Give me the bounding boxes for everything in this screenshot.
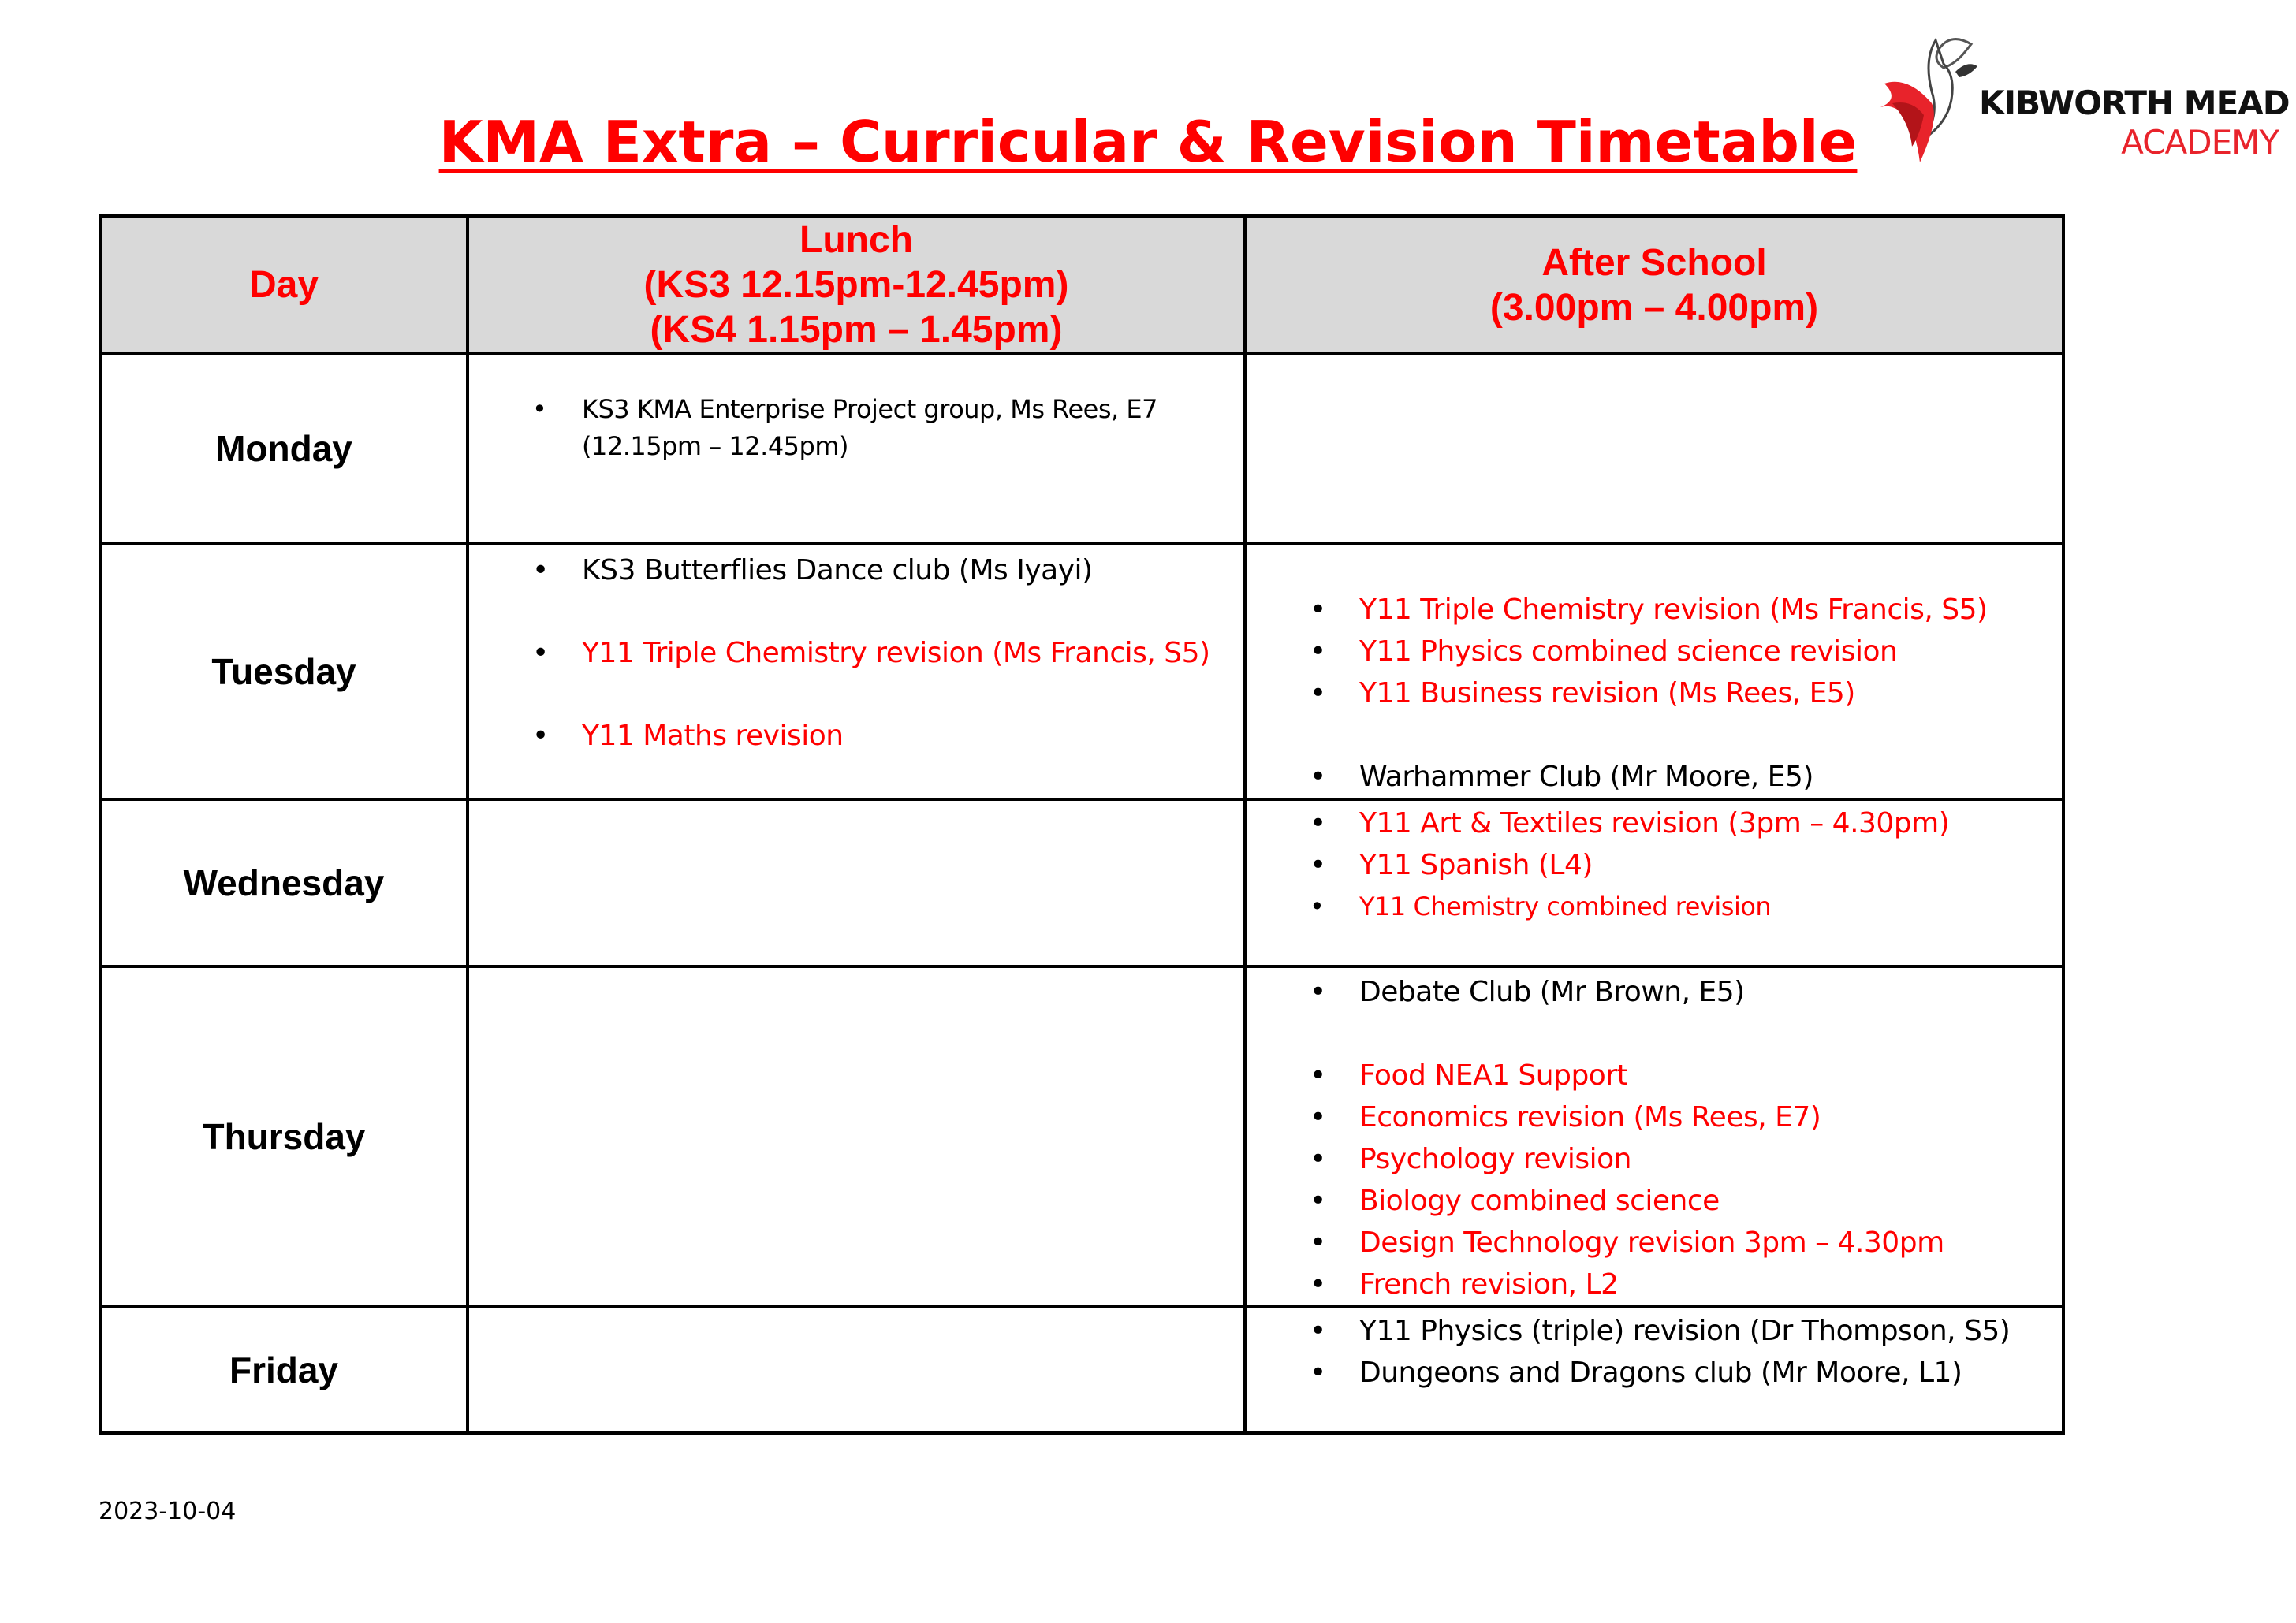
- list-item: • Y11 Art & Textiles revision (3pm – 4.30pm): [1247, 802, 2062, 844]
- lunch-cell: [468, 966, 1245, 1307]
- header-after-line: After School: [1541, 241, 1767, 284]
- day-cell: Wednesday: [100, 799, 468, 966]
- table-header-row: [100, 216, 2063, 354]
- day-cell: Monday: [100, 354, 468, 543]
- list-item: • Y11 Triple Chemistry revision (Ms Francis, S5): [469, 632, 1243, 674]
- list-item: • Dungeons and Dragons club (Mr Moore, L1): [1247, 1352, 2062, 1394]
- list-item: • Y11 Triple Chemistry revision (Ms Francis, S5): [1247, 589, 2062, 631]
- list-item: • KS3 KMA Enterprise Project group, Ms Rees, E7 (12.15pm – 12.45pm): [469, 391, 1212, 465]
- timetable: [99, 214, 2065, 1435]
- day-cell: Thursday: [100, 966, 468, 1307]
- table-row: [100, 354, 2063, 543]
- list-item: • Psychology revision: [1247, 1138, 2062, 1180]
- academy-logo: [1877, 28, 2290, 170]
- after-school-cell: [1245, 966, 2063, 1307]
- after-school-cell: [1245, 1307, 2063, 1433]
- list-item: • Y11 Physics combined science revision: [1247, 631, 2062, 672]
- table-row: [100, 1307, 2063, 1433]
- list-item: • Biology combined science: [1247, 1180, 2062, 1222]
- header-after-line: (3.00pm – 4.00pm): [1489, 286, 1819, 329]
- header-lunch-line: (KS4 1.15pm – 1.45pm): [650, 309, 1063, 351]
- table-row: [100, 799, 2063, 966]
- document-date: 2023-10-04: [99, 1498, 237, 1525]
- list-item: • Y11 Maths revision: [469, 715, 1243, 757]
- list-item: • Y11 Spanish (L4): [1247, 844, 2062, 886]
- logo-text-line2: ACADEMY: [2121, 123, 2279, 162]
- list-item: • Food NEA1 Support: [1247, 1055, 2062, 1096]
- table-row: [100, 543, 2063, 799]
- griffin-emblem-icon: [1877, 28, 1987, 170]
- list-item: • Warhammer Club (Mr Moore, E5): [1247, 756, 2062, 798]
- day-cell: Tuesday: [100, 543, 468, 799]
- lunch-cell: [468, 543, 1245, 799]
- list-item: • KS3 Butterflies Dance club (Ms Iyayi): [469, 549, 1243, 591]
- list-item: • French revision, L2: [1247, 1264, 2062, 1305]
- lunch-cell: [468, 354, 1245, 543]
- header-lunch-line: (KS3 12.15pm-12.45pm): [643, 264, 1069, 306]
- list-item: • Y11 Business revision (Ms Rees, E5): [1247, 672, 2062, 714]
- lunch-cell: [468, 799, 1245, 966]
- after-school-cell: [1245, 354, 2063, 543]
- lunch-cell: [468, 1307, 1245, 1433]
- page-title: KMA Extra – Curricular & Revision Timetable: [438, 109, 1858, 175]
- after-school-cell: [1245, 543, 2063, 799]
- list-item: • Debate Club (Mr Brown, E5): [1247, 971, 2062, 1013]
- list-item: • Y11 Chemistry combined revision: [1247, 886, 2062, 928]
- list-item: • Y11 Physics (triple) revision (Dr Thompson, S5): [1247, 1310, 2062, 1352]
- list-item: • Design Technology revision 3pm – 4.30pm: [1247, 1222, 2062, 1264]
- header-day: Day: [100, 216, 468, 354]
- logo-text-line1: KIBWORTH MEAD: [1979, 84, 2290, 122]
- after-school-cell: [1245, 799, 2063, 966]
- header-lunch: [468, 216, 1245, 354]
- day-cell: Friday: [100, 1307, 468, 1433]
- table-row: [100, 966, 2063, 1307]
- list-item: • Economics revision (Ms Rees, E7): [1247, 1096, 2062, 1138]
- header-lunch-line: Lunch: [800, 219, 913, 261]
- header-after-school: [1245, 216, 2063, 354]
